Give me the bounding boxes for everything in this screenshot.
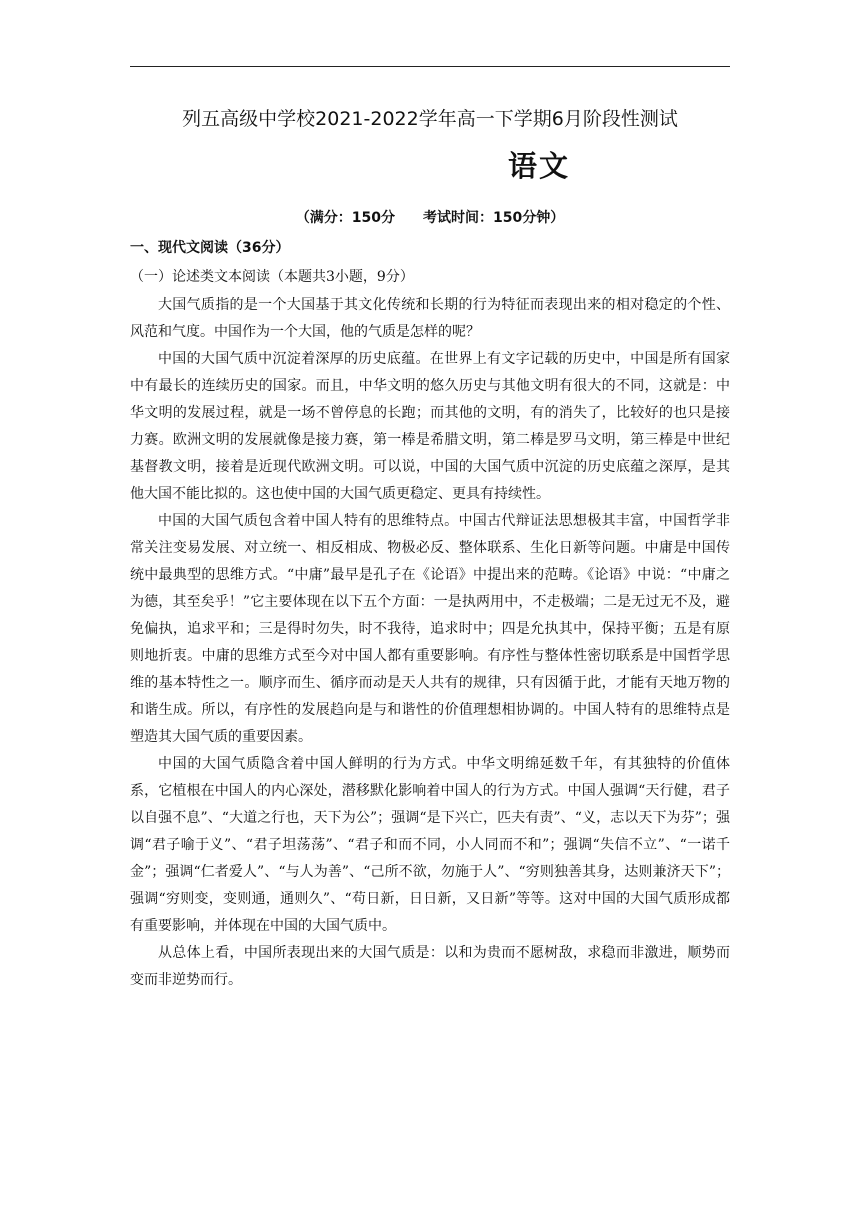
passage-paragraph-5: 从总体上看，中国所表现出来的大国气质是：以和为贵而不愿树敌，求稳而非激进，顺势而变而非逆势而行。 (130, 945, 730, 988)
subject-title: 语文 (508, 149, 571, 183)
subsection-heading: （一）论述类文本阅读（本题共3小题，9分） (130, 269, 414, 285)
section-heading: 一、现代文阅读（36分） (130, 240, 290, 256)
passage-paragraph-3: 中国的大国气质包含着中国人特有的思维特点。中国古代辩证法思想极其丰富，中国哲学非常关注变易发展、对立统一、相反相成、物极必反、整体联系、生化日新等问题。中庸是中国传统中最典型的思维方式。“中庸”最早是孔子在《论语》中提出来的范畴。《论语》中说：“中庸之为德，其至矣乎！”它主要体现在以下五个方面：一是执两用中，不走极端；二是无过无不及，避免偏执，追求平和；三是得时勿失，时不我待，追求时中；四是允执其中，保持平衡；五是有原则地折衷。中庸的思维方式至今对中国人都有重要影响。有序性与整体性密切联系是中国哲学思维的基本特性之一。顺序而生、循序而动是天人共有的规律，只有因循于此，才能有天地万物的和谐生成。所以，有序性的发展趋向是与和谐性的价值理想相协调的。中国人特有的思维特点是塑造其大国气质的重要因素。 (130, 513, 730, 745)
header-rule (130, 66, 730, 67)
exam-info: （满分：150分 考试时间：150分钟） (295, 210, 565, 226)
passage-paragraph-2: 中国的大国气质中沉淀着深厚的历史底蕴。在世界上有文字记载的历史中，中国是所有国家中有最长的连续历史的国家。而且，中华文明的悠久历史与其他文明有很大的不同，这就是：中华文明的发展过程，就是一场不曾停息的长跑；而其他的文明，有的消失了，比较好的也只是接力赛。欧洲文明的发展就像是接力赛，第一棒是希腊文明，第二棒是罗马文明，第三棒是中世纪基督教文明，接着是近现代欧洲文明。可以说，中国的大国气质中沉淀的历史底蕴之深厚，是其他大国不能比拟的。这也使中国的大国气质更稳定、更具有持续性。 (130, 351, 730, 502)
passage-paragraph-4: 中国的大国气质隐含着中国人鲜明的行为方式。中华文明绵延数千年，有其独特的价值体系，它植根在中国人的内心深处，潜移默化影响着中国人的行为方式。中国人强调“天行健，君子以自强不息”、“大道之行也，天下为公”；强调“是下兴亡，匹夫有责”、“义，志以天下为芬”；强调“君子喻于义”、“君子坦荡荡”、“君子和而不同，小人同而不和”；强调“失信不立”、“一诺千金”；强调“仁者爱人”、“与人为善”、“己所不欲，勿施于人”、“穷则独善其身，达则兼济天下”；强调“穷则变，变则通，通则久”、“苟日新，日日新，又日新”等等。这对中国的大国气质形成都有重要影响，并体现在中国的大国气质中。 (130, 756, 730, 934)
passage-paragraph-1: 大国气质指的是一个大国基于其文化传统和长期的行为特征而表现出来的相对稳定的个性、风范和气度。中国作为一个大国，他的气质是怎样的呢？ (130, 297, 730, 340)
reading-passage (130, 292, 730, 994)
exam-title: 列五高级中学校2021-2022学年高一下学期6月阶段性测试 (182, 108, 678, 130)
